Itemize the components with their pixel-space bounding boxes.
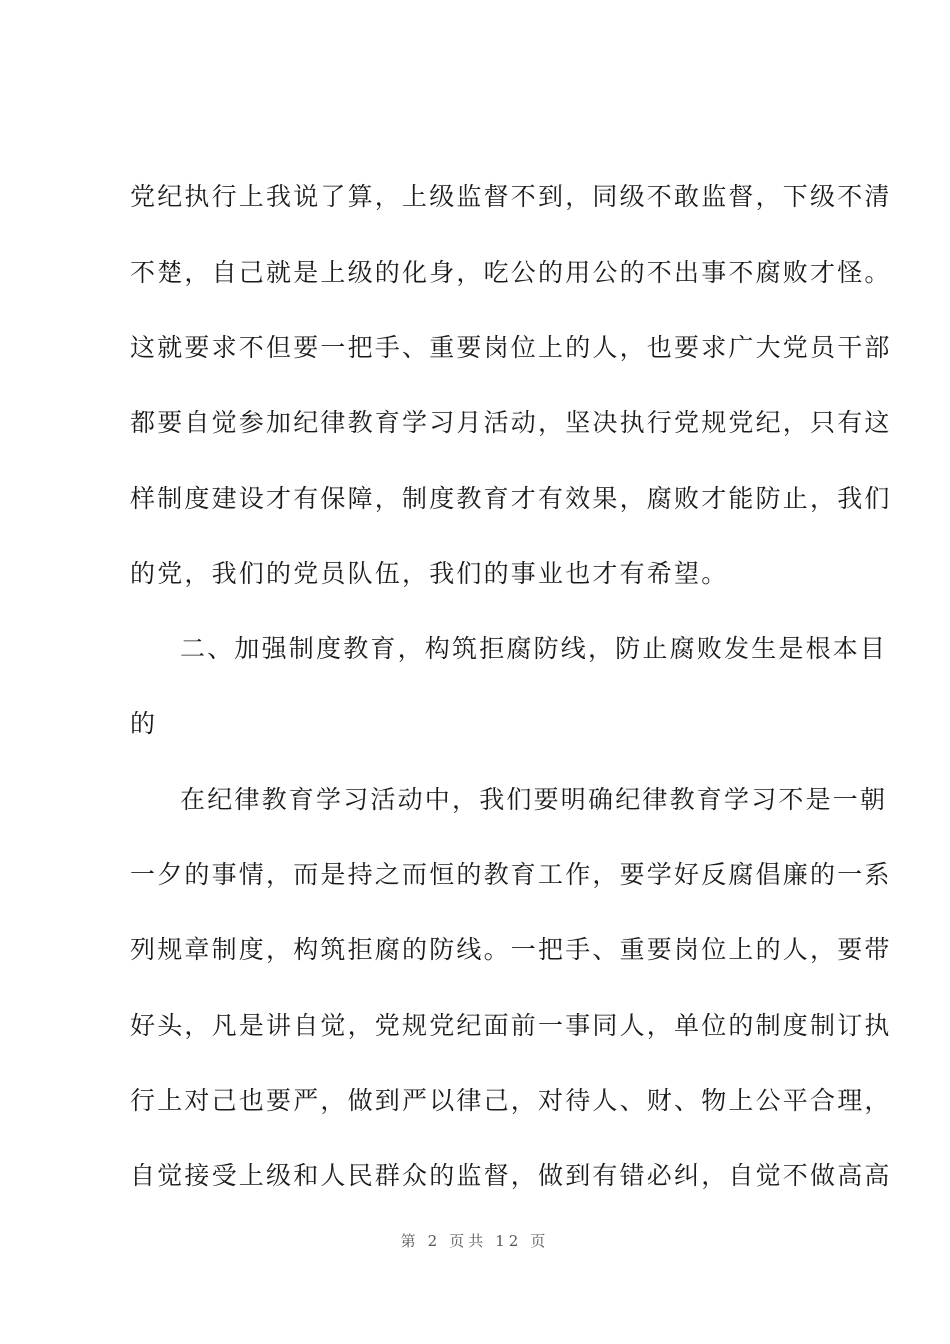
section-heading-line: 二、加强制度教育，构筑拒腐防线，防止腐败发生是根本目 (180, 634, 888, 663)
section-heading-line: 的 (130, 709, 158, 738)
text-line: 的党，我们的党员队伍，我们的事业也才有希望。 (130, 559, 729, 588)
footer-total-pages: 12 (495, 1232, 523, 1250)
text-line: 样制度建设才有保障，制度教育才有效果，腐败才能防止，我们 (130, 484, 892, 513)
text-line: 一夕的事情，而是持之而恒的教育工作，要学好反腐倡廉的一系 (130, 860, 892, 889)
text-line: 都要自觉参加纪律教育学习月活动，坚决执行党规党纪，只有这 (130, 408, 892, 437)
text-line: 好头，凡是讲自觉，党规党纪面前一事同人，单位的制度制订执 (130, 1011, 892, 1040)
text-line: 行上对己也要严，做到严以律己，对待人、财、物上公平合理， (130, 1086, 892, 1115)
text-line: 这就要求不但要一把手、重要岗位上的人，也要求广大党员干部 (130, 333, 892, 362)
footer-current-page: 2 (427, 1232, 442, 1250)
text-line: 自觉接受上级和人民群众的监督，做到有错必纠，自觉不做高高 (130, 1161, 892, 1190)
text-line: 在纪律教育学习活动中，我们要明确纪律教育学习不是一朝 (180, 785, 888, 814)
text-line: 列规章制度，构筑拒腐的防线。一把手、重要岗位上的人，要带 (130, 935, 892, 964)
footer-mid: 页共 (449, 1232, 488, 1250)
footer-prefix: 第 (400, 1232, 420, 1250)
text-line: 党纪执行上我说了算，上级监督不到，同级不敢监督，下级不清 (130, 182, 892, 211)
footer-suffix: 页 (530, 1232, 550, 1250)
text-line: 不楚，自己就是上级的化身，吃公的用公的不出事不腐败才怪。 (130, 258, 892, 287)
page-footer (0, 1230, 950, 1251)
